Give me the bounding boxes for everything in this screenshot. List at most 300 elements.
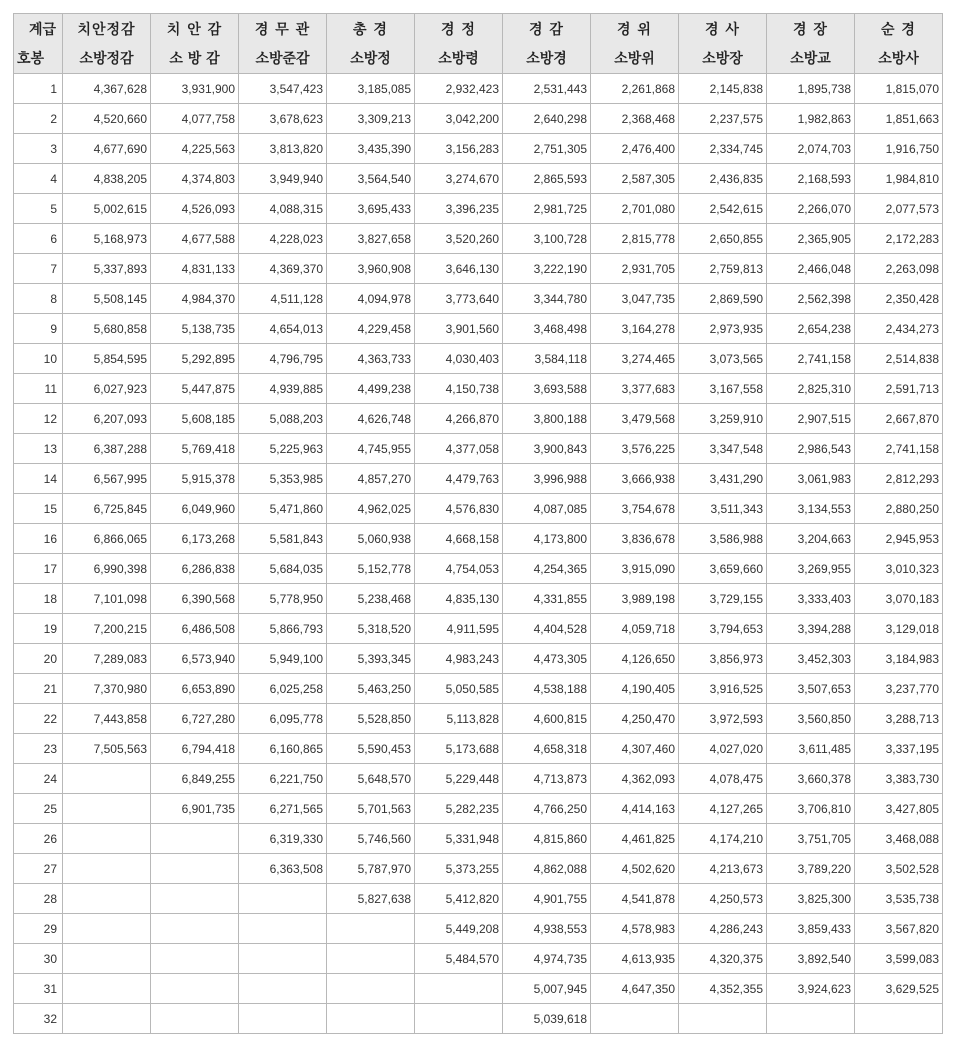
police-rank-header: 총 경: [327, 14, 415, 44]
salary-cell: 5,471,860: [239, 494, 327, 524]
salary-cell: 3,061,983: [767, 464, 855, 494]
salary-cell: [151, 884, 239, 914]
step-number-cell: 27: [14, 854, 63, 884]
salary-cell: [151, 824, 239, 854]
salary-cell: 1,916,750: [855, 134, 943, 164]
salary-cell: 4,094,978: [327, 284, 415, 314]
salary-cell: 3,695,433: [327, 194, 415, 224]
table-body: [14, 74, 943, 1034]
police-rank-header: 경 무 관: [239, 14, 327, 44]
step-number-cell: 20: [14, 644, 63, 674]
salary-cell: 3,666,938: [591, 464, 679, 494]
salary-cell: 4,174,210: [679, 824, 767, 854]
salary-cell: 5,138,735: [151, 314, 239, 344]
salary-cell: 4,254,365: [503, 554, 591, 584]
salary-cell: 6,866,065: [63, 524, 151, 554]
table-row: [14, 1004, 943, 1034]
salary-cell: 7,101,098: [63, 584, 151, 614]
salary-cell: 6,725,845: [63, 494, 151, 524]
table-row: [14, 104, 943, 134]
salary-cell: 4,377,058: [415, 434, 503, 464]
salary-cell: 5,447,875: [151, 374, 239, 404]
salary-cell: 4,473,305: [503, 644, 591, 674]
step-number-cell: 18: [14, 584, 63, 614]
salary-cell: 2,168,593: [767, 164, 855, 194]
salary-cell: [415, 1004, 503, 1034]
table-row: [14, 644, 943, 674]
step-number-cell: 12: [14, 404, 63, 434]
salary-cell: 5,684,035: [239, 554, 327, 584]
salary-cell: 4,838,205: [63, 164, 151, 194]
salary-cell: 3,377,683: [591, 374, 679, 404]
salary-cell: 4,658,318: [503, 734, 591, 764]
table-row: [14, 974, 943, 1004]
salary-cell: 4,461,825: [591, 824, 679, 854]
salary-cell: 4,369,370: [239, 254, 327, 284]
salary-cell: 2,932,423: [415, 74, 503, 104]
salary-cell: [63, 914, 151, 944]
salary-cell: 5,292,895: [151, 344, 239, 374]
table-row: [14, 344, 943, 374]
salary-cell: 4,331,855: [503, 584, 591, 614]
salary-cell: 2,812,293: [855, 464, 943, 494]
salary-cell: 4,901,755: [503, 884, 591, 914]
police-rank-header: 경 위: [591, 14, 679, 44]
salary-cell: [63, 1004, 151, 1034]
salary-cell: 2,172,283: [855, 224, 943, 254]
salary-cell: 3,611,485: [767, 734, 855, 764]
salary-cell: 2,759,813: [679, 254, 767, 284]
salary-cell: 6,573,940: [151, 644, 239, 674]
salary-cell: 4,766,250: [503, 794, 591, 824]
fire-rank-header: 소방장: [679, 44, 767, 74]
salary-cell: 2,476,400: [591, 134, 679, 164]
salary-cell: 3,989,198: [591, 584, 679, 614]
step-number-cell: 24: [14, 764, 63, 794]
step-number-cell: 28: [14, 884, 63, 914]
salary-cell: 3,274,670: [415, 164, 503, 194]
salary-cell: 4,745,955: [327, 434, 415, 464]
salary-cell: 2,650,855: [679, 224, 767, 254]
salary-cell: 4,502,620: [591, 854, 679, 884]
salary-cell: 4,983,243: [415, 644, 503, 674]
salary-cell: [239, 1004, 327, 1034]
salary-cell: 5,229,448: [415, 764, 503, 794]
table-row: [14, 764, 943, 794]
salary-cell: 4,600,815: [503, 704, 591, 734]
salary-cell: 4,030,403: [415, 344, 503, 374]
salary-cell: 3,427,805: [855, 794, 943, 824]
salary-cell: 1,895,738: [767, 74, 855, 104]
salary-cell: 5,608,185: [151, 404, 239, 434]
salary-cell: 5,854,595: [63, 344, 151, 374]
salary-cell: 5,238,468: [327, 584, 415, 614]
salary-cell: 3,599,083: [855, 944, 943, 974]
salary-cell: 2,077,573: [855, 194, 943, 224]
salary-cell: 4,647,350: [591, 974, 679, 1004]
salary-cell: 3,535,738: [855, 884, 943, 914]
header-row-police-ranks: [14, 14, 943, 44]
salary-cell: 3,678,623: [239, 104, 327, 134]
salary-cell: 4,538,188: [503, 674, 591, 704]
salary-cell: 6,387,288: [63, 434, 151, 464]
salary-cell: 4,938,553: [503, 914, 591, 944]
salary-cell: 4,796,795: [239, 344, 327, 374]
salary-cell: 4,713,873: [503, 764, 591, 794]
salary-cell: 4,266,870: [415, 404, 503, 434]
salary-cell: 5,060,938: [327, 524, 415, 554]
salary-cell: 3,794,653: [679, 614, 767, 644]
salary-cell: 7,443,858: [63, 704, 151, 734]
police-rank-header: 경 정: [415, 14, 503, 44]
salary-cell: 2,531,443: [503, 74, 591, 104]
salary-cell: 3,859,433: [767, 914, 855, 944]
salary-cell: 3,344,780: [503, 284, 591, 314]
salary-cell: [327, 1004, 415, 1034]
salary-cell: 4,831,133: [151, 254, 239, 284]
salary-cell: 3,813,820: [239, 134, 327, 164]
step-number-cell: 17: [14, 554, 63, 584]
fire-rank-header: 소방령: [415, 44, 503, 74]
table-row: [14, 824, 943, 854]
salary-cell: [239, 944, 327, 974]
salary-cell: 5,701,563: [327, 794, 415, 824]
salary-cell: 4,229,458: [327, 314, 415, 344]
salary-cell: 4,511,128: [239, 284, 327, 314]
salary-cell: 2,825,310: [767, 374, 855, 404]
table-row: [14, 674, 943, 704]
salary-cell: 6,486,508: [151, 614, 239, 644]
salary-cell: 3,167,558: [679, 374, 767, 404]
fire-rank-header: 소방준감: [239, 44, 327, 74]
salary-cell: 3,729,155: [679, 584, 767, 614]
salary-cell: 3,567,820: [855, 914, 943, 944]
table-row: [14, 704, 943, 734]
header-row-fire-ranks: [14, 44, 943, 74]
salary-cell: [855, 1004, 943, 1034]
salary-cell: 7,200,215: [63, 614, 151, 644]
step-number-cell: 32: [14, 1004, 63, 1034]
salary-cell: 2,587,305: [591, 164, 679, 194]
table-row: [14, 614, 943, 644]
step-number-cell: 14: [14, 464, 63, 494]
salary-cell: 4,414,163: [591, 794, 679, 824]
salary-cell: 3,800,188: [503, 404, 591, 434]
step-number-cell: 11: [14, 374, 63, 404]
fire-rank-header: 소방위: [591, 44, 679, 74]
salary-cell: [63, 764, 151, 794]
salary-cell: 3,901,560: [415, 314, 503, 344]
salary-cell: 2,640,298: [503, 104, 591, 134]
salary-cell: 5,039,618: [503, 1004, 591, 1034]
salary-cell: 4,059,718: [591, 614, 679, 644]
salary-cell: 3,100,728: [503, 224, 591, 254]
rank-corner-label: 계급: [14, 14, 63, 44]
salary-cell: 3,502,528: [855, 854, 943, 884]
salary-cell: 3,222,190: [503, 254, 591, 284]
table-row: [14, 944, 943, 974]
salary-cell: 3,646,130: [415, 254, 503, 284]
salary-cell: 6,319,330: [239, 824, 327, 854]
salary-cell: 3,659,660: [679, 554, 767, 584]
salary-cell: 3,394,288: [767, 614, 855, 644]
salary-cell: 3,347,548: [679, 434, 767, 464]
salary-cell: 3,856,973: [679, 644, 767, 674]
salary-cell: 4,173,800: [503, 524, 591, 554]
salary-cell: 3,773,640: [415, 284, 503, 314]
salary-cell: [591, 1004, 679, 1034]
salary-cell: 4,190,405: [591, 674, 679, 704]
police-rank-header: 치안정감: [63, 14, 151, 44]
salary-cell: 4,939,885: [239, 374, 327, 404]
salary-cell: 3,825,300: [767, 884, 855, 914]
salary-cell: [151, 854, 239, 884]
salary-cell: 4,286,243: [679, 914, 767, 944]
salary-cell: 2,741,158: [767, 344, 855, 374]
salary-cell: 2,368,468: [591, 104, 679, 134]
table-row: [14, 884, 943, 914]
salary-cell: 4,815,860: [503, 824, 591, 854]
salary-cell: 3,789,220: [767, 854, 855, 884]
step-number-cell: 31: [14, 974, 63, 1004]
salary-cell: 2,869,590: [679, 284, 767, 314]
salary-cell: 4,127,265: [679, 794, 767, 824]
salary-cell: 4,576,830: [415, 494, 503, 524]
salary-cell: 3,435,390: [327, 134, 415, 164]
step-corner-label: 호봉: [14, 44, 63, 74]
salary-cell: 2,741,158: [855, 434, 943, 464]
salary-cell: 4,307,460: [591, 734, 679, 764]
police-rank-header: 순 경: [855, 14, 943, 44]
salary-cell: 3,629,525: [855, 974, 943, 1004]
salary-cell: 7,370,980: [63, 674, 151, 704]
salary-cell: 4,835,130: [415, 584, 503, 614]
salary-cell: 4,126,650: [591, 644, 679, 674]
salary-cell: 4,363,733: [327, 344, 415, 374]
salary-cell: [239, 884, 327, 914]
salary-cell: 4,677,690: [63, 134, 151, 164]
salary-cell: 5,152,778: [327, 554, 415, 584]
salary-cell: 3,164,278: [591, 314, 679, 344]
salary-cell: 5,827,638: [327, 884, 415, 914]
salary-cell: 2,981,725: [503, 194, 591, 224]
salary-table-container: [13, 13, 943, 1034]
salary-cell: 4,578,983: [591, 914, 679, 944]
salary-cell: 4,520,660: [63, 104, 151, 134]
step-number-cell: 21: [14, 674, 63, 704]
salary-cell: 3,452,303: [767, 644, 855, 674]
table-row: [14, 584, 943, 614]
salary-cell: 2,237,575: [679, 104, 767, 134]
step-number-cell: 25: [14, 794, 63, 824]
salary-cell: 3,560,850: [767, 704, 855, 734]
salary-cell: 5,528,850: [327, 704, 415, 734]
table-row: [14, 404, 943, 434]
salary-cell: 4,087,085: [503, 494, 591, 524]
salary-cell: 6,095,778: [239, 704, 327, 734]
salary-cell: 5,581,843: [239, 524, 327, 554]
salary-cell: 2,365,905: [767, 224, 855, 254]
salary-table: [13, 13, 943, 1034]
salary-cell: [151, 974, 239, 1004]
salary-cell: 5,337,893: [63, 254, 151, 284]
salary-cell: 4,352,355: [679, 974, 767, 1004]
step-number-cell: 29: [14, 914, 63, 944]
salary-cell: 2,865,593: [503, 164, 591, 194]
table-row: [14, 164, 943, 194]
table-row: [14, 554, 943, 584]
table-row: [14, 464, 943, 494]
salary-cell: 4,404,528: [503, 614, 591, 644]
salary-cell: 5,412,820: [415, 884, 503, 914]
salary-cell: 4,374,803: [151, 164, 239, 194]
fire-rank-header: 소방사: [855, 44, 943, 74]
table-row: [14, 524, 943, 554]
salary-cell: 3,693,588: [503, 374, 591, 404]
salary-cell: 5,353,985: [239, 464, 327, 494]
table-row: [14, 494, 943, 524]
salary-cell: 3,184,983: [855, 644, 943, 674]
step-number-cell: 30: [14, 944, 63, 974]
salary-cell: 3,576,225: [591, 434, 679, 464]
salary-cell: 5,648,570: [327, 764, 415, 794]
salary-cell: 5,484,570: [415, 944, 503, 974]
salary-cell: 5,002,615: [63, 194, 151, 224]
salary-cell: 5,680,858: [63, 314, 151, 344]
salary-cell: 3,520,260: [415, 224, 503, 254]
salary-cell: 6,794,418: [151, 734, 239, 764]
step-number-cell: 22: [14, 704, 63, 734]
salary-cell: 3,134,553: [767, 494, 855, 524]
salary-cell: 5,866,793: [239, 614, 327, 644]
salary-cell: 6,390,568: [151, 584, 239, 614]
salary-cell: 3,073,565: [679, 344, 767, 374]
salary-cell: 4,225,563: [151, 134, 239, 164]
step-number-cell: 6: [14, 224, 63, 254]
salary-cell: 3,204,663: [767, 524, 855, 554]
salary-cell: 5,746,560: [327, 824, 415, 854]
salary-cell: [327, 914, 415, 944]
salary-cell: 3,960,908: [327, 254, 415, 284]
step-number-cell: 26: [14, 824, 63, 854]
salary-cell: 1,984,810: [855, 164, 943, 194]
salary-cell: 4,974,735: [503, 944, 591, 974]
step-number-cell: 23: [14, 734, 63, 764]
salary-cell: 4,250,470: [591, 704, 679, 734]
salary-cell: 1,982,863: [767, 104, 855, 134]
salary-cell: 6,653,890: [151, 674, 239, 704]
salary-cell: 2,945,953: [855, 524, 943, 554]
table-row: [14, 134, 943, 164]
salary-cell: 2,334,745: [679, 134, 767, 164]
salary-cell: 4,526,093: [151, 194, 239, 224]
salary-cell: 3,892,540: [767, 944, 855, 974]
salary-cell: 4,027,020: [679, 734, 767, 764]
salary-cell: 3,507,653: [767, 674, 855, 704]
salary-cell: 3,949,940: [239, 164, 327, 194]
table-row: [14, 374, 943, 404]
salary-cell: 4,911,595: [415, 614, 503, 644]
salary-cell: 5,113,828: [415, 704, 503, 734]
fire-rank-header: 소방교: [767, 44, 855, 74]
salary-cell: 6,049,960: [151, 494, 239, 524]
salary-cell: 3,337,195: [855, 734, 943, 764]
table-row: [14, 434, 943, 464]
table-row: [14, 734, 943, 764]
salary-cell: [63, 884, 151, 914]
salary-cell: 2,466,048: [767, 254, 855, 284]
step-number-cell: 9: [14, 314, 63, 344]
fire-rank-header: 소방경: [503, 44, 591, 74]
salary-cell: 6,027,923: [63, 374, 151, 404]
salary-cell: 6,990,398: [63, 554, 151, 584]
fire-rank-header: 소 방 감: [151, 44, 239, 74]
salary-cell: 3,333,403: [767, 584, 855, 614]
salary-cell: [679, 1004, 767, 1034]
salary-cell: [63, 944, 151, 974]
salary-cell: 2,542,615: [679, 194, 767, 224]
salary-cell: 6,567,995: [63, 464, 151, 494]
salary-cell: 4,668,158: [415, 524, 503, 554]
salary-cell: 4,541,878: [591, 884, 679, 914]
salary-cell: 4,362,093: [591, 764, 679, 794]
salary-cell: 6,025,258: [239, 674, 327, 704]
table-row: [14, 794, 943, 824]
salary-cell: 3,309,213: [327, 104, 415, 134]
salary-cell: 6,173,268: [151, 524, 239, 554]
salary-cell: 3,564,540: [327, 164, 415, 194]
salary-cell: 6,207,093: [63, 404, 151, 434]
salary-cell: 5,915,378: [151, 464, 239, 494]
salary-cell: 3,274,465: [591, 344, 679, 374]
table-row: [14, 254, 943, 284]
step-number-cell: 16: [14, 524, 63, 554]
salary-cell: 3,706,810: [767, 794, 855, 824]
salary-cell: 3,754,678: [591, 494, 679, 524]
salary-cell: 4,077,758: [151, 104, 239, 134]
salary-cell: 4,367,628: [63, 74, 151, 104]
salary-cell: 2,931,705: [591, 254, 679, 284]
salary-cell: 3,237,770: [855, 674, 943, 704]
salary-cell: 3,900,843: [503, 434, 591, 464]
police-rank-header: 치 안 감: [151, 14, 239, 44]
salary-cell: 3,259,910: [679, 404, 767, 434]
salary-cell: 3,972,593: [679, 704, 767, 734]
salary-cell: 3,916,525: [679, 674, 767, 704]
salary-cell: 2,701,080: [591, 194, 679, 224]
salary-cell: 4,213,673: [679, 854, 767, 884]
salary-cell: 5,088,203: [239, 404, 327, 434]
salary-cell: 2,562,398: [767, 284, 855, 314]
step-number-cell: 7: [14, 254, 63, 284]
police-rank-header: 경 장: [767, 14, 855, 44]
salary-cell: 6,221,750: [239, 764, 327, 794]
salary-cell: 2,074,703: [767, 134, 855, 164]
salary-cell: 3,042,200: [415, 104, 503, 134]
salary-cell: 6,286,838: [151, 554, 239, 584]
salary-cell: 2,436,835: [679, 164, 767, 194]
salary-cell: 3,511,343: [679, 494, 767, 524]
salary-cell: 4,479,763: [415, 464, 503, 494]
table-row: [14, 914, 943, 944]
salary-cell: 3,396,235: [415, 194, 503, 224]
step-number-cell: 13: [14, 434, 63, 464]
salary-cell: 5,393,345: [327, 644, 415, 674]
salary-cell: 4,228,023: [239, 224, 327, 254]
salary-cell: 3,660,378: [767, 764, 855, 794]
salary-cell: 4,754,053: [415, 554, 503, 584]
salary-cell: 3,836,678: [591, 524, 679, 554]
